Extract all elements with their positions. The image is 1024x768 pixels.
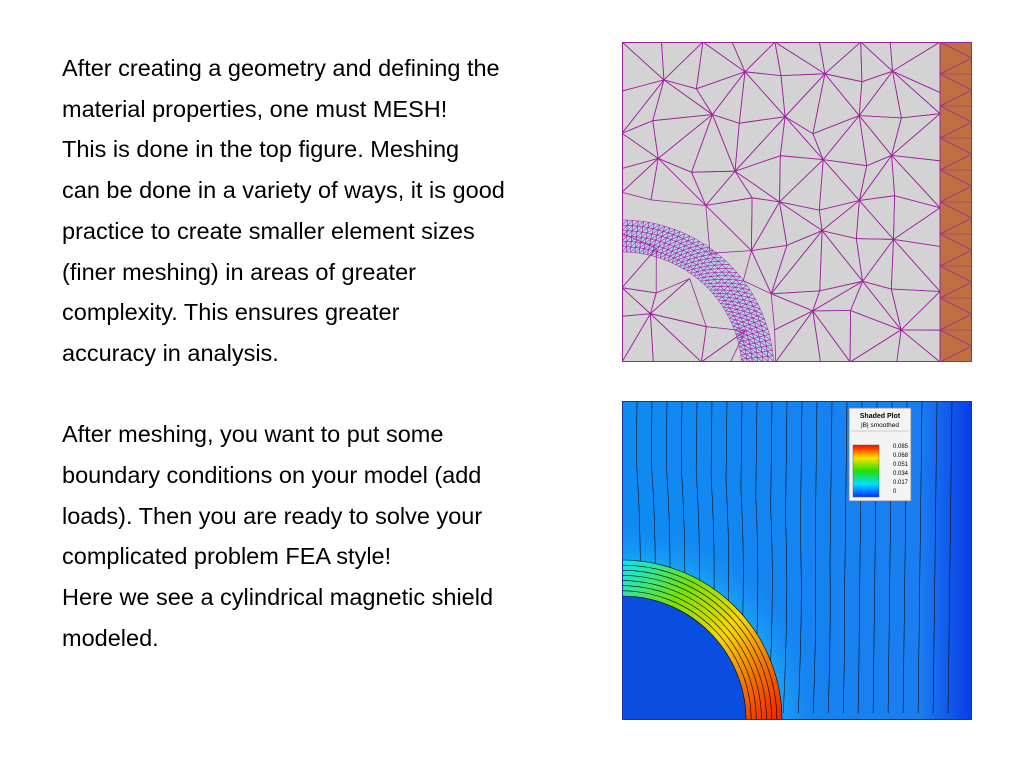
text-line: material properties, one must MESH! <box>62 95 448 122</box>
legend-tick: 0.051 <box>893 462 909 468</box>
text-line: complicated problem FEA style! <box>62 543 392 570</box>
legend <box>849 408 911 501</box>
paragraph-boundary-conditions <box>62 414 607 658</box>
text-line: practice to create smaller element sizes <box>62 217 475 244</box>
legend-title: Shaded Plot <box>859 413 901 420</box>
field-plot-image <box>622 401 972 720</box>
text-line: modeled. <box>62 624 159 651</box>
text-line: Here we see a cylindrical magnetic shield <box>62 584 494 611</box>
text-line: complexity. This ensures greater <box>62 299 400 326</box>
mesh-figure <box>622 42 972 362</box>
text-line: This is done in the top figure. Meshing <box>62 136 460 163</box>
legend-tick: 0.085 <box>893 444 909 450</box>
mesh-image <box>622 42 972 362</box>
text-line: After creating a geometry and defining the <box>62 55 500 81</box>
legend-color-scale <box>853 445 879 497</box>
field-plot-figure <box>622 401 972 720</box>
legend-tick: 0.017 <box>893 480 909 486</box>
text-line: boundary conditions on your model (add <box>62 462 482 489</box>
text-line: After meshing, you want to put some <box>62 421 444 448</box>
text-line: can be done in a variety of ways, it is good <box>62 177 505 204</box>
body-text <box>62 48 607 659</box>
legend-subtitle: |B| smoothed <box>860 422 900 429</box>
legend-tick: 0 <box>893 489 897 495</box>
paragraph-gap <box>62 374 607 415</box>
text-line: accuracy in analysis. <box>62 339 279 366</box>
paragraph-meshing <box>62 48 607 374</box>
legend-tick: 0.068 <box>893 453 909 459</box>
text-line: loads). Then you are ready to solve your <box>62 502 483 529</box>
text-line: (finer meshing) in areas of greater <box>62 258 416 285</box>
legend-tick: 0.034 <box>893 471 909 477</box>
